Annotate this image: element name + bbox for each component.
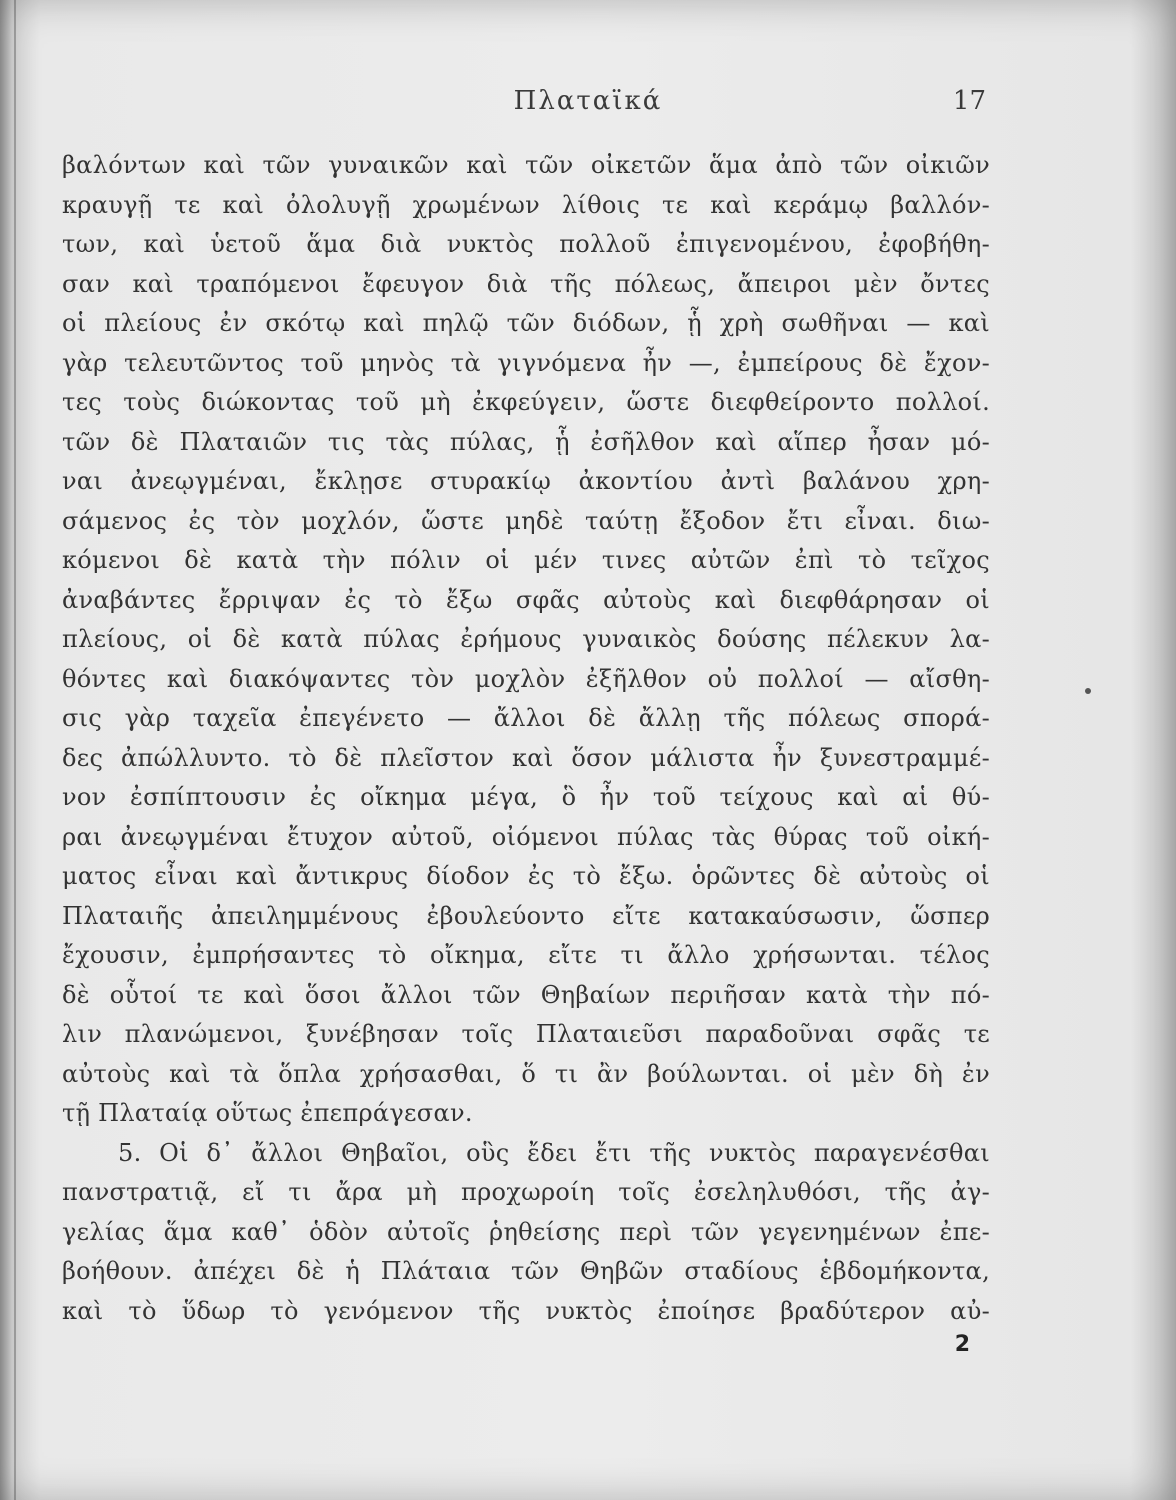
- text-line: ραι ἀνεῳγμέναι ἔτυχον αὐτοῦ, οἰόμενοι πύλας τὰς θύρας τοῦ οἰκή-: [62, 822, 990, 851]
- text-line: τῶν δὲ Πλαταιῶν τις τὰς πύλας, ᾗ ἐσῆλθον καὶ αἵπερ ἦσαν μό-: [62, 427, 990, 456]
- text-line: βαλόντων καὶ τῶν γυναικῶν καὶ τῶν οἰκετῶν ἅμα ἀπὸ τῶν οἰκιῶν: [62, 151, 990, 179]
- text-line: πανστρατιᾷ, εἴ τι ἄρα μὴ προχωροίη τοῖς ἐσεληλυθόσι, τῆς ἀγ-: [62, 1178, 990, 1206]
- text-line: γελίας ἅμα καθ᾿ ὁδὸν αὐτοῖς ῥηθείσης περὶ τῶν γεγενημένων ἐπε-: [62, 1217, 990, 1246]
- paragraph-end-line: τῇ Πλαταίᾳ οὕτως ἐπεπράγεσαν.: [62, 1099, 473, 1127]
- text-line: αὐτοὺς καὶ τὰ ὅπλα χρήσασθαι, ὅ τι ἂν βούλωνται. οἱ μὲν δὴ ἐν: [62, 1059, 990, 1088]
- running-title: Πλαταϊκά: [513, 86, 663, 116]
- text-line: δες ἀπώλλυντο. τὸ δὲ πλεῖστον καὶ ὅσον μάλιστα ἦν ξυνεστραμμέ-: [62, 743, 990, 772]
- text-line: σις γὰρ ταχεῖα ἐπεγένετο — ἄλλοι δὲ ἄλλῃ τῆς πόλεως σπορά-: [62, 704, 990, 732]
- text-line: γὰρ τελευτῶντος τοῦ μηνὸς τὰ γιγνόμενα ἦν —, ἐμπείρους δὲ ἔχον-: [62, 348, 990, 377]
- text-line: θόντες καὶ διακόψαντες τὸν μοχλὸν ἐξῆλθον οὐ πολλοί — αἴσθη-: [62, 664, 990, 693]
- text-line: σάμενος ἐς τὸν μοχλόν, ὥστε μηδὲ ταύτῃ ἔξοδον ἔτι εἶναι. διω-: [62, 506, 990, 535]
- paper-speck: [1085, 688, 1091, 694]
- body-text: [62, 146, 990, 1331]
- section-start-line: 5. Οἱ δ᾿ ἄλλοι Θηβαῖοι, οὓς ἔδει ἔτι τῆς νυκτὸς παραγενέσθαι: [118, 1138, 990, 1167]
- text-line: οἱ πλείους ἐν σκότῳ καὶ πηλῷ τῶν διόδων, ᾗ χρὴ σωθῆναι — καὶ: [62, 309, 990, 337]
- text-line: κόμενοι δὲ κατὰ τὴν πόλιν οἱ μέν τινες αὐτῶν ἐπὶ τὸ τεῖχος: [62, 546, 990, 574]
- text-line: Πλαταιῆς ἀπειλημμένους ἐβουλεύοντο εἴτε κατακαύσωσιν, ὥσπερ: [62, 901, 990, 930]
- signature-mark: 2: [954, 1332, 970, 1357]
- page-number: 17: [952, 86, 986, 116]
- text-line: κραυγῇ τε καὶ ὀλολυγῇ χρωμένων λίθοις τε καὶ κεράμῳ βαλλόν-: [62, 190, 990, 219]
- text-line: ματος εἶναι καὶ ἄντικρυς δίοδον ἐς τὸ ἔξω. ὁρῶντες δὲ αὐτοὺς οἱ: [62, 862, 990, 890]
- text-line: δὲ οὗτοί τε καὶ ὅσοι ἄλλοι τῶν Θηβαίων περιῆσαν κατὰ τὴν πό-: [62, 980, 990, 1009]
- text-line: βοήθουν. ἀπέχει δὲ ἡ Πλάταια τῶν Θηβῶν σταδίους ἑβδομήκοντα,: [62, 1257, 990, 1285]
- text-line: ἀναβάντες ἔρριψαν ἐς τὸ ἔξω σφᾶς αὐτοὺς καὶ διεφθάρησαν οἱ: [62, 585, 990, 614]
- text-line: ναι ἀνεῳγμέναι, ἔκλῃσε στυρακίῳ ἀκοντίου ἀντὶ βαλάνου χρη-: [62, 467, 990, 495]
- text-line: νον ἐσπίπτουσιν ἐς οἴκημα μέγα, ὃ ἦν τοῦ τείχους καὶ αἱ θύ-: [62, 783, 990, 811]
- text-line: τες τοὺς διώκοντας τοῦ μὴ ἐκφεύγειν, ὥστε διεφθείροντο πολλοί.: [62, 388, 990, 416]
- text-line: ἔχουσιν, ἐμπρήσαντες τὸ οἴκημα, εἴτε τι ἄλλο χρήσωνται. τέλος: [62, 941, 990, 969]
- text-line: των, καὶ ὑετοῦ ἅμα διὰ νυκτὸς πολλοῦ ἐπιγενομένου, ἐφοβήθη-: [62, 230, 990, 258]
- page-gutter-edge: [14, 0, 16, 1500]
- text-line: πλείους, οἱ δὲ κατὰ πύλας ἐρήμους γυναικὸς δούσης πέλεκυν λα-: [62, 625, 990, 653]
- text-line: καὶ τὸ ὕδωρ τὸ γενόμενον τῆς νυκτὸς ἐποίησε βραδύτερον αὐ-: [62, 1296, 990, 1325]
- text-line: λιν πλανώμενοι, ξυνέβησαν τοῖς Πλαταιεῦσι παραδοῦναι σφᾶς τε: [62, 1020, 990, 1048]
- text-line: σαν καὶ τραπόμενοι ἔφευγον διὰ τῆς πόλεως, ἄπειροι μὲν ὄντες: [62, 269, 990, 298]
